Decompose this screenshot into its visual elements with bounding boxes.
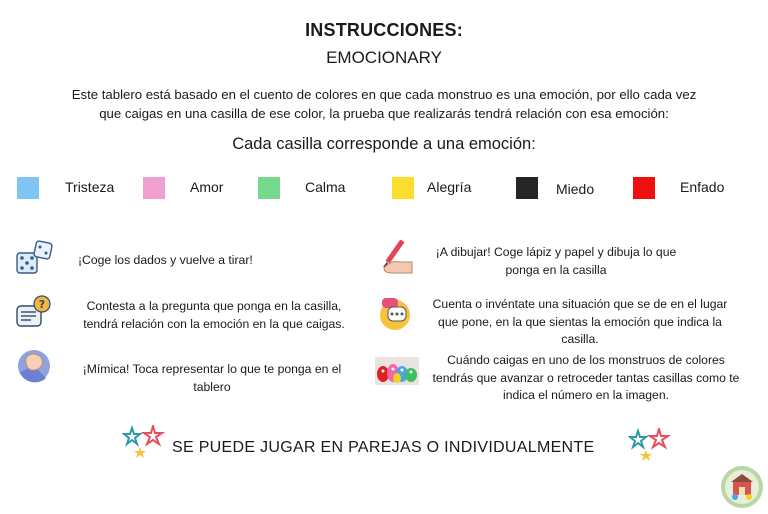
- legend-label-calma: Calma: [305, 179, 346, 195]
- page-subtitle: EMOCIONARY: [326, 48, 442, 67]
- page-title: INSTRUCCIONES:: [305, 20, 463, 40]
- intro-line-1: Este tablero está basado en el cuento de colores en que cada monstruo es una emoción, por ello cada vez: [71, 87, 697, 102]
- legend-label-tristeza: Tristeza: [65, 179, 115, 195]
- instruction-draw: [426, 244, 686, 279]
- stars-icon-right: [628, 428, 672, 464]
- instruction-monsters-line-3: indica el número en la imagen.: [503, 388, 669, 402]
- school-logo-icon: [720, 465, 764, 509]
- instruction-story: [416, 296, 744, 349]
- instruction-question-line-2: tendrá relación con la emoción en la que caigas.: [83, 316, 345, 331]
- instruction-mimic-line-1: ¡Mímica! Toca representar lo que te ponga en el: [82, 362, 342, 376]
- instruction-mimic-line-2: tablero: [193, 379, 231, 394]
- question-bubble-icon: [16, 295, 50, 329]
- intro-line-2: que caigas en una casilla de ese color, la prueba que realizarás tendrá relación con esa emoción:: [99, 106, 669, 121]
- swatch-amor: [143, 177, 165, 199]
- pencil-hand-icon: [378, 240, 412, 274]
- legend-label-amor: Amor: [190, 179, 224, 195]
- mimic-hand-icon: [16, 348, 50, 382]
- svg-text:?: ?: [38, 298, 46, 311]
- stars-icon-left: [122, 425, 166, 461]
- instruction-story-line-1: Cuenta o invéntate una situación que se de en el lugar: [432, 297, 728, 311]
- instruction-question-line-1: Contesta a la pregunta que ponga en la casilla,: [86, 299, 342, 313]
- legend-label-enfado: Enfado: [680, 179, 725, 195]
- swatch-alegria: [392, 177, 414, 199]
- instruction-question: [62, 298, 366, 333]
- footer-text: SE PUEDE JUGAR EN PAREJAS O INDIVIDUALMENTE: [172, 439, 595, 456]
- intro-paragraph: [18, 85, 750, 123]
- instruction-story-line-3: casilla.: [561, 332, 599, 346]
- instruction-draw-line-2: ponga en la casilla: [505, 262, 607, 277]
- instruction-draw-line-1: ¡A dibujar! Coge lápiz y papel y dibuja lo que: [435, 245, 677, 259]
- swatch-enfado: [633, 177, 655, 199]
- swatch-miedo: [516, 177, 538, 199]
- instruction-story-line-2: que pone, en la que sientas la emoción que indica la: [438, 314, 722, 329]
- legend-label-alegria: Alegría: [427, 179, 472, 195]
- color-monsters-icon: [375, 357, 419, 385]
- legend-label-miedo: Miedo: [556, 181, 595, 197]
- chat-bubble-icon: [377, 295, 411, 329]
- instruction-dice: ¡Coge los dados y vuelve a tirar!: [78, 253, 253, 267]
- instruction-monsters-line-1: Cuándo caigas en uno de los monstruos de colores: [447, 353, 725, 367]
- instruction-mimic: [66, 361, 358, 396]
- instruction-monsters-line-2: tendrás que avanzar o retroceder tantas casillas como te: [432, 370, 740, 385]
- legend-heading: Cada casilla corresponde a una emoción:: [232, 135, 536, 153]
- dice-icon: [16, 240, 50, 274]
- swatch-tristeza: [17, 177, 39, 199]
- instruction-monsters: [418, 352, 754, 405]
- swatch-calma: [258, 177, 280, 199]
